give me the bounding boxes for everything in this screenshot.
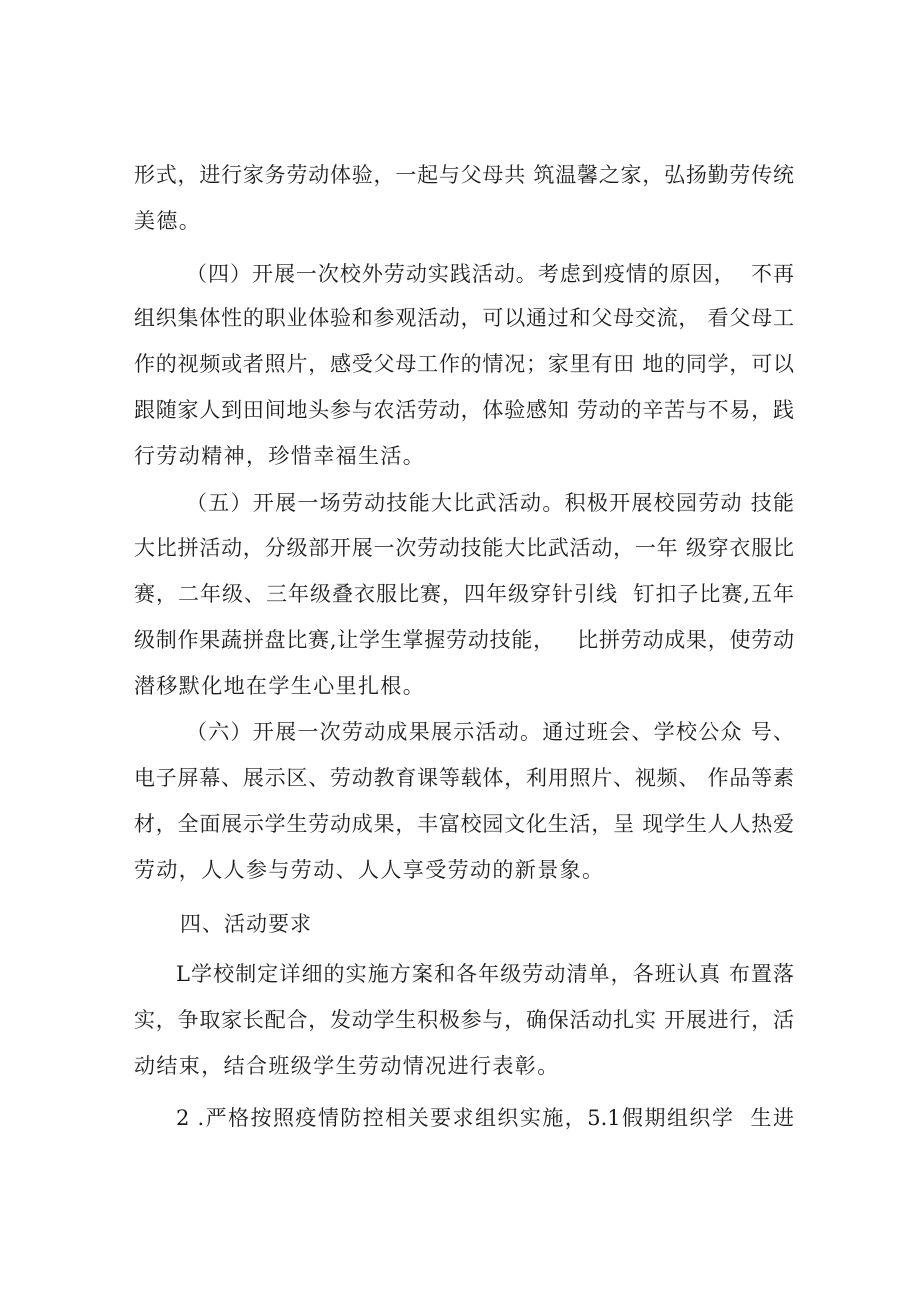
paragraph-line: 劳动，人人参与劳动、人人享受劳动的新景象。 <box>134 858 605 882</box>
paragraph-line: 大比拼活动，分级部开展一次劳动技能大比武活动，一年 级穿衣服比 <box>134 536 794 560</box>
section-heading: 四、活动要求 <box>180 912 312 936</box>
paragraph-line: 级制作果蔬拼盘比赛,让学生掌握劳动技能， 比拼劳动成果，使劳动 <box>134 628 794 652</box>
paragraph-line: 潜移默化地在学生心里扎根。 <box>134 674 426 698</box>
paragraph-line: （五）开展一场劳动技能大比武活动。积极开展校园劳动 技能 <box>186 491 794 515</box>
paragraph-line: 跟随家人到田间地头参与农活劳动，体验感知 劳动的辛苦与不易，践 <box>134 398 794 422</box>
paragraph-line: 组织集体性的职业体验和参观活动，可以通过和父母交流， 看父母工 <box>134 306 794 330</box>
paragraph-line: L学校制定详细的实施方案和各年级劳动清单，各班认真 布置落 <box>176 962 794 986</box>
paragraph-line: 形式，进行家务劳动体验，一起与父母共 筑温馨之家，弘扬勤劳传统 <box>134 163 794 187</box>
paragraph-line: 实，争取家长配合，发动学生积极参与，确保活动扎实 开展进行，活 <box>134 1008 794 1032</box>
paragraph-line: 电子屏幕、展示区、劳动教育课等载体，利用照片、视频、 作品等素 <box>134 766 794 790</box>
paragraph-line: 动结束，结合班级学生劳动情况进行表彰。 <box>134 1054 560 1078</box>
paragraph-line: 2 .严格按照疫情防控相关要求组织实施，5.1假期组织学 生进 <box>176 1106 794 1130</box>
paragraph-line: 美德。 <box>134 209 202 233</box>
paragraph-line: 赛，二年级、三年级叠衣服比赛，四年级穿针引线 钉扣子比赛,五年 <box>134 582 794 606</box>
paragraph-line: 行劳动精神，珍惜幸福生活。 <box>134 444 426 468</box>
paragraph-line: 作的视频或者照片，感受父母工作的情况；家里有田 地的同学，可以 <box>134 352 794 376</box>
paragraph-line: 材，全面展示学生劳动成果，丰富校园文化生活，呈 现学生人人热爱 <box>134 812 794 836</box>
paragraph-line: （四）开展一次校外劳动实践活动。考虑到疫情的原因， 不再 <box>186 262 794 286</box>
paragraph-line: （六）开展一次劳动成果展示活动。通过班会、学校公众 号、 <box>186 720 794 744</box>
